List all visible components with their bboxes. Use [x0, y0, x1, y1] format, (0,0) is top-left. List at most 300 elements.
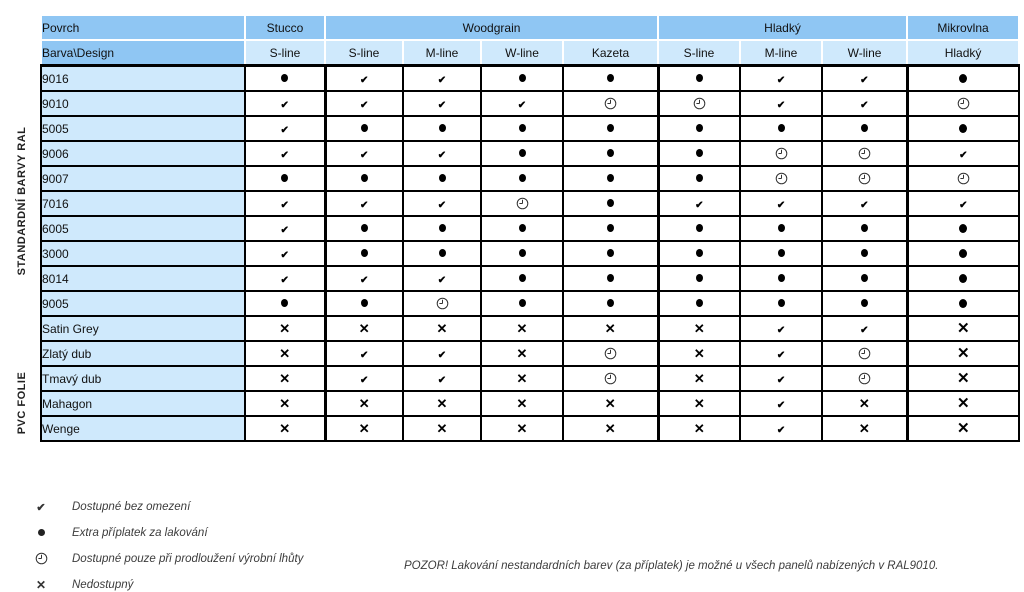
dot-icon [696, 274, 703, 282]
availability-cell [325, 316, 403, 341]
availability-cell [403, 241, 481, 266]
availability-cell [740, 341, 822, 366]
row-label: 9016 [41, 66, 245, 92]
dot-icon [519, 74, 526, 82]
x-icon: ✕ [436, 320, 448, 336]
availability-cell [658, 116, 740, 141]
availability-cell [658, 316, 740, 341]
surface-header-row [41, 15, 1019, 40]
check-icon: ✔ [776, 424, 786, 436]
surface-group-header: Stucco [245, 15, 325, 40]
dot-icon [361, 299, 368, 307]
surface-group-header: Woodgrain [325, 15, 658, 40]
availability-cell [822, 291, 907, 316]
legend-item [26, 546, 303, 572]
table-row [41, 316, 1019, 341]
availability-cell [740, 391, 822, 416]
availability-cell [563, 191, 658, 216]
dot-icon [519, 174, 526, 182]
check-icon: ✔ [280, 274, 289, 286]
availability-cell [740, 241, 822, 266]
dot-icon [607, 174, 614, 182]
dot-icon [778, 274, 785, 282]
availability-cell [481, 366, 563, 391]
x-icon: ✕ [956, 344, 970, 362]
table-row [41, 341, 1019, 366]
dot-icon [607, 149, 614, 157]
table-row [41, 291, 1019, 316]
availability-cell [245, 191, 325, 216]
availability-cell [481, 91, 563, 116]
availability-cell [658, 216, 740, 241]
row-label: 9006 [41, 141, 245, 166]
availability-cell [907, 191, 1019, 216]
availability-cell [563, 91, 658, 116]
check-icon: ✔ [517, 99, 527, 111]
legend [26, 494, 303, 592]
dot-icon [778, 299, 785, 307]
dot-icon [959, 299, 967, 308]
availability-cell [563, 316, 658, 341]
legend-item [26, 520, 303, 546]
availability-cell [740, 116, 822, 141]
availability-cell [658, 391, 740, 416]
availability-cell [403, 216, 481, 241]
dot-icon [778, 249, 785, 257]
availability-cell [403, 141, 481, 166]
x-icon: ✕ [279, 370, 291, 386]
x-icon: ✕ [693, 395, 705, 411]
footer-note: POZOR! Lakování nestandardních barev (za příplatek) je možné u všech panelů nabízených v RAL9010. [404, 560, 939, 572]
availability-cell [563, 291, 658, 316]
availability-cell [907, 391, 1019, 416]
design-subheader: S-line [245, 40, 325, 66]
availability-cell [481, 66, 563, 92]
clock-icon [35, 552, 48, 565]
table-row [41, 141, 1019, 166]
clock-icon [604, 372, 617, 385]
dot-icon [861, 274, 868, 282]
dot-icon [861, 124, 868, 132]
dot-icon [861, 299, 868, 307]
design-subheader: Kazeta [563, 40, 658, 66]
availability-cell [563, 391, 658, 416]
availability-cell [740, 66, 822, 92]
x-icon: ✕ [436, 395, 448, 411]
dot-icon [439, 249, 446, 257]
x-icon: ✕ [516, 370, 528, 386]
availability-table [40, 14, 1020, 442]
row-group-label-pvc-folie: PVC FOLIE [16, 371, 28, 435]
clock-icon [957, 97, 970, 110]
table-row [41, 166, 1019, 191]
dot-icon [607, 124, 614, 132]
availability-cell [907, 341, 1019, 366]
availability-cell [563, 266, 658, 291]
dot-icon [696, 149, 703, 157]
x-icon: ✕ [693, 320, 705, 336]
x-icon: ✕ [358, 395, 370, 411]
availability-cell [481, 216, 563, 241]
check-icon: ✔ [959, 199, 968, 211]
clock-icon [858, 347, 871, 360]
dot-icon [778, 124, 785, 132]
dot-icon [607, 274, 614, 282]
clock-icon [604, 97, 617, 110]
dot-icon [607, 199, 614, 207]
availability-cell [740, 266, 822, 291]
availability-cell [403, 416, 481, 441]
design-header-row [41, 40, 1019, 66]
row-label: 7016 [41, 191, 245, 216]
surface-group-header: Hladký [658, 15, 907, 40]
table-row [41, 366, 1019, 391]
check-icon: ✔ [280, 249, 289, 261]
availability-cell [907, 316, 1019, 341]
row-label: 3000 [41, 241, 245, 266]
dot-icon [959, 249, 967, 258]
dot-icon [959, 224, 967, 233]
availability-cell [563, 216, 658, 241]
availability-cell [822, 166, 907, 191]
row-label: 5005 [41, 116, 245, 141]
row-label: 8014 [41, 266, 245, 291]
check-icon: ✔ [360, 349, 369, 361]
check-icon: ✔ [860, 199, 869, 211]
x-icon: ✕ [858, 420, 870, 436]
table-row [41, 116, 1019, 141]
availability-cell [822, 241, 907, 266]
availability-cell [325, 66, 403, 92]
legend-text: Dostupné pouze při prodloužení výrobní lhůty [72, 553, 304, 565]
availability-cell [403, 91, 481, 116]
availability-cell [822, 316, 907, 341]
availability-cell [822, 66, 907, 92]
availability-cell [740, 416, 822, 441]
availability-cell [822, 91, 907, 116]
check-icon: ✔ [776, 349, 786, 361]
row-label: 9010 [41, 91, 245, 116]
dot-icon [607, 249, 614, 257]
availability-cell [563, 141, 658, 166]
availability-cell [740, 166, 822, 191]
check-icon: ✔ [860, 324, 869, 336]
dot-icon [607, 74, 614, 82]
availability-cell [658, 66, 740, 92]
dot-icon [778, 224, 785, 232]
dot-icon [959, 124, 967, 133]
availability-cell [403, 391, 481, 416]
x-icon: ✕ [956, 394, 970, 412]
dot-icon [696, 74, 703, 82]
x-icon: ✕ [516, 420, 528, 436]
availability-cell [403, 341, 481, 366]
availability-cell [563, 116, 658, 141]
availability-cell [245, 316, 325, 341]
availability-cell [245, 166, 325, 191]
x-icon: ✕ [516, 320, 528, 336]
legend-text: Dostupné bez omezení [72, 501, 191, 513]
clock-icon [693, 97, 706, 110]
availability-cell [658, 416, 740, 441]
x-icon: ✕ [956, 369, 970, 387]
availability-cell [822, 191, 907, 216]
table-row [41, 91, 1019, 116]
dot-icon [281, 299, 288, 307]
x-icon: ✕ [604, 420, 616, 436]
check-icon: ✔ [280, 149, 289, 161]
availability-cell [907, 416, 1019, 441]
availability-cell [658, 166, 740, 191]
availability-cell [740, 291, 822, 316]
table-row [41, 416, 1019, 441]
clock-icon [858, 172, 871, 185]
check-icon: ✔ [437, 374, 447, 386]
row-label: Zlatý dub [41, 341, 245, 366]
check-icon: ✔ [437, 349, 447, 361]
availability-cell [907, 66, 1019, 92]
x-icon: ✕ [693, 370, 705, 386]
availability-cell [403, 266, 481, 291]
dot-icon [696, 224, 703, 232]
availability-cell [822, 416, 907, 441]
check-icon: ✔ [360, 274, 369, 286]
check-icon: ✔ [360, 199, 369, 211]
dot-icon [361, 224, 368, 232]
x-icon: ✕ [279, 320, 291, 336]
table-row [41, 241, 1019, 266]
check-icon: ✔ [280, 199, 289, 211]
availability-cell [563, 166, 658, 191]
availability-cell [245, 366, 325, 391]
check-icon: ✔ [280, 124, 289, 136]
availability-cell [907, 166, 1019, 191]
availability-cell [403, 366, 481, 391]
availability-cell [481, 316, 563, 341]
availability-cell [325, 266, 403, 291]
check-icon: ✔ [776, 99, 786, 111]
x-icon: ✕ [279, 395, 291, 411]
x-icon: ✕ [358, 320, 370, 336]
row-label: Mahagon [41, 391, 245, 416]
table-row [41, 191, 1019, 216]
availability-cell [658, 141, 740, 166]
surface-group-header: Mikrovlna [907, 15, 1019, 40]
dot-icon [959, 74, 967, 83]
availability-cell [563, 341, 658, 366]
check-icon: ✔ [437, 74, 447, 86]
clock-icon [516, 197, 529, 210]
dot-icon [519, 249, 526, 257]
check-icon: ✔ [776, 374, 786, 386]
check-icon: ✔ [959, 149, 968, 161]
x-icon: ✕ [858, 395, 870, 411]
design-subheader: W-line [481, 40, 563, 66]
design-subheader: M-line [403, 40, 481, 66]
clock-icon [957, 172, 970, 185]
availability-cell [822, 366, 907, 391]
availability-cell [403, 116, 481, 141]
check-icon: ✔ [360, 149, 369, 161]
availability-cell [245, 216, 325, 241]
availability-cell [481, 391, 563, 416]
table-row [41, 66, 1019, 92]
check-icon: ✔ [776, 324, 786, 336]
dot-icon [361, 174, 368, 182]
availability-cell [740, 191, 822, 216]
check-icon: ✔ [280, 99, 289, 111]
availability-cell [481, 241, 563, 266]
legend-item [26, 494, 303, 520]
availability-cell [740, 316, 822, 341]
availability-cell [245, 116, 325, 141]
x-icon: ✕ [358, 420, 370, 436]
availability-cell [658, 291, 740, 316]
availability-cell [245, 141, 325, 166]
dot-icon [607, 299, 614, 307]
availability-cell [907, 116, 1019, 141]
check-icon: ✔ [776, 199, 786, 211]
availability-cell [325, 291, 403, 316]
x-icon: ✕ [436, 420, 448, 436]
dot-icon [959, 274, 967, 283]
dot-icon [281, 174, 288, 182]
check-icon: ✔ [860, 74, 869, 86]
x-icon: ✕ [956, 319, 970, 337]
availability-cell [481, 266, 563, 291]
dot-icon [696, 249, 703, 257]
availability-cell [325, 391, 403, 416]
availability-cell [907, 91, 1019, 116]
availability-cell [481, 191, 563, 216]
row-label: Satin Grey [41, 316, 245, 341]
table-row [41, 391, 1019, 416]
availability-cell [822, 141, 907, 166]
check-icon: ✔ [776, 74, 786, 86]
availability-cell [481, 116, 563, 141]
row-label: 6005 [41, 216, 245, 241]
x-icon: ✕ [279, 345, 291, 361]
availability-cell [907, 141, 1019, 166]
availability-cell [658, 366, 740, 391]
check-icon: ✔ [360, 99, 369, 111]
availability-cell [563, 241, 658, 266]
check-icon: ✔ [860, 99, 869, 111]
availability-cell [822, 391, 907, 416]
availability-cell [403, 166, 481, 191]
row-label: 9007 [41, 166, 245, 191]
availability-cell [245, 391, 325, 416]
dot-icon [696, 174, 703, 182]
availability-cell [325, 416, 403, 441]
clock-icon [858, 372, 871, 385]
availability-cell [740, 216, 822, 241]
availability-cell [245, 241, 325, 266]
availability-cell [245, 416, 325, 441]
x-icon: ✕ [956, 419, 970, 437]
legend-symbol [26, 524, 56, 542]
design-subheader: S-line [325, 40, 403, 66]
design-subheader: M-line [740, 40, 822, 66]
availability-cell [325, 116, 403, 141]
availability-cell [658, 266, 740, 291]
clock-icon [775, 172, 788, 185]
dot-icon [861, 224, 868, 232]
availability-cell [403, 291, 481, 316]
legend-item [26, 572, 303, 592]
dot-icon [696, 299, 703, 307]
availability-cell [403, 191, 481, 216]
availability-cell [907, 366, 1019, 391]
x-icon: ✕ [604, 395, 616, 411]
legend-symbol [26, 576, 56, 592]
availability-cell [822, 116, 907, 141]
check-icon: ✔ [36, 502, 46, 514]
availability-cell [658, 91, 740, 116]
dot-icon [696, 124, 703, 132]
check-icon: ✔ [437, 99, 447, 111]
x-icon: ✕ [279, 420, 291, 436]
dot-icon [607, 224, 614, 232]
check-icon: ✔ [437, 274, 447, 286]
clock-icon [858, 147, 871, 160]
dot-icon [281, 74, 288, 82]
availability-cell [325, 141, 403, 166]
availability-cell [658, 191, 740, 216]
check-icon: ✔ [437, 149, 447, 161]
row-group-label-standard-ral: STANDARDNÍ BARVY RAL [16, 126, 28, 276]
availability-cell [740, 366, 822, 391]
availability-cell [481, 291, 563, 316]
x-icon: ✕ [604, 320, 616, 336]
availability-cell [740, 141, 822, 166]
dot-icon [861, 249, 868, 257]
availability-cell [907, 266, 1019, 291]
availability-cell [481, 141, 563, 166]
availability-cell [325, 341, 403, 366]
availability-cell [325, 241, 403, 266]
legend-symbol [26, 498, 56, 516]
availability-cell [325, 216, 403, 241]
table-row [41, 216, 1019, 241]
dot-icon [519, 124, 526, 132]
corner-barva-design: Barva\Design [41, 40, 245, 66]
dot-icon [519, 149, 526, 157]
legend-text: Extra příplatek za lakování [72, 527, 208, 539]
check-icon: ✔ [360, 74, 369, 86]
check-icon: ✔ [695, 199, 704, 211]
dot-icon [519, 274, 526, 282]
clock-icon [604, 347, 617, 360]
availability-cell [325, 191, 403, 216]
legend-symbol [26, 550, 56, 568]
availability-cell [403, 316, 481, 341]
dot-icon [519, 224, 526, 232]
availability-cell [325, 91, 403, 116]
availability-cell [658, 241, 740, 266]
availability-cell [245, 91, 325, 116]
availability-cell [563, 366, 658, 391]
availability-cell [740, 91, 822, 116]
availability-cell [822, 216, 907, 241]
design-subheader: W-line [822, 40, 907, 66]
availability-cell [325, 166, 403, 191]
dot-icon [361, 124, 368, 132]
availability-cell [907, 241, 1019, 266]
availability-cell [245, 266, 325, 291]
x-icon: ✕ [693, 420, 705, 436]
availability-cell [822, 266, 907, 291]
